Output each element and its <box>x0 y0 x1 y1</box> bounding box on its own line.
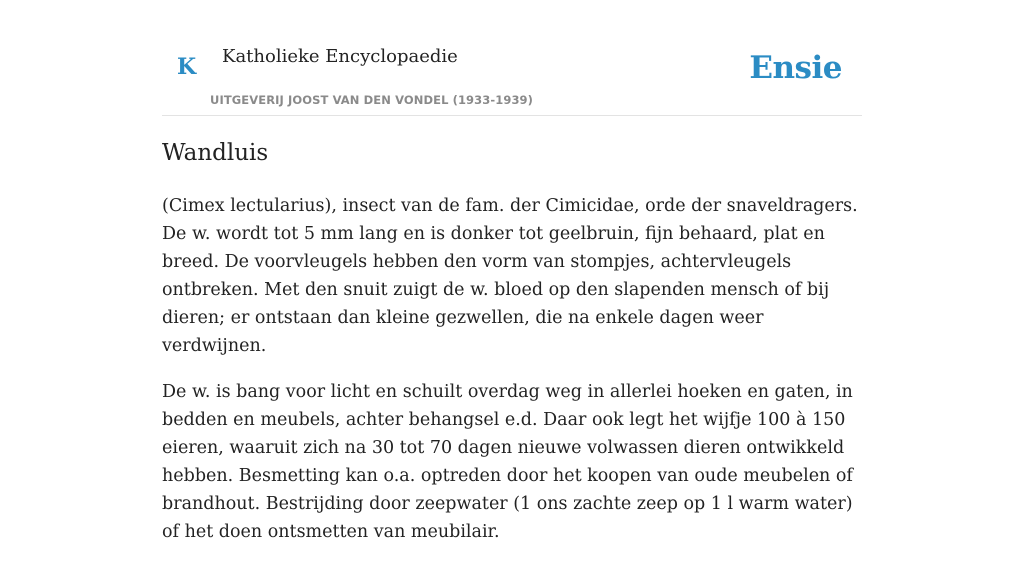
source-logo[interactable]: K <box>177 54 197 80</box>
source-title[interactable]: Katholieke Encyclopaedie <box>222 46 458 67</box>
content-container <box>162 0 862 542</box>
source-header <box>162 0 862 116</box>
source-subtitle: UITGEVERIJ JOOST VAN DEN VONDEL (1933-1939) <box>210 93 533 107</box>
entry-title: Wandluis <box>162 140 269 166</box>
article-paragraph: De w. is bang voor licht en schuilt overdag weg in allerlei hoeken en gaten, in bedden en meubels, achter behangsel e.d. Daar ook legt het wijfje 100 à 150 eieren, waaruit zich na 30 tot 70 dagen nieuwe volwassen dieren ontwikkeld hebben. Besmetting kan o.a. optreden door het koopen van oude meubelen of brandhout. Bestrijding door zeepwater (1 ons zachte zeep op 1 l warm water) of het doen ontsmetten van meubilair. <box>162 382 853 542</box>
article-paragraph: (Cimex lectularius), insect van de fam. der Cimicidae, orde der snaveldragers. De w. wordt tot 5 mm lang en is donker tot geelbruin, fijn behaard, plat en breed. De voorvleugels hebben den vorm van stompjes, achtervleugels ontbreken. Met den snuit zuigt de w. bloed op den slapenden mensch of bij dieren; er ontstaan dan kleine gezwellen, die na enkele dagen weer verdwijnen. <box>162 196 858 356</box>
article-body <box>162 192 872 564</box>
brand-logo[interactable]: Ensie <box>749 50 842 86</box>
